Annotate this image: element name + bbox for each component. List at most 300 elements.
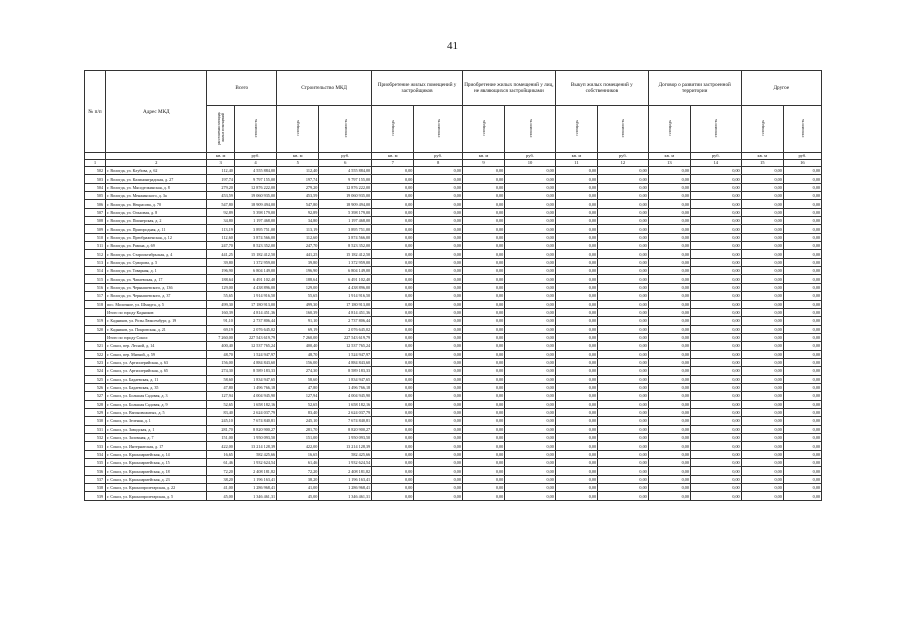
row-number: 509 (85, 225, 106, 233)
row-construction-cost: 8 523 352,00 (319, 242, 372, 250)
row-zero-value: 0,00 (505, 300, 556, 308)
row-zero-value: 0,00 (555, 475, 597, 483)
row-zero-value: 0,00 (505, 367, 556, 375)
row-zero-value: 0,00 (690, 425, 741, 433)
table-row (85, 233, 822, 241)
row-zero-value: 0,00 (648, 459, 690, 467)
row-number: 537 (85, 475, 106, 483)
row-total-cost: 4 555 884,00 (234, 167, 276, 175)
col-index: 14 (690, 160, 741, 167)
table-row (85, 450, 822, 458)
table-row (85, 342, 822, 350)
table-row (85, 417, 822, 425)
row-address: г. Сокол, ул. Зеленая, д. 1 (106, 417, 207, 425)
row-address: г. Вологда, ул. Суворова, д. 5 (106, 258, 207, 266)
row-zero-value: 0,00 (690, 167, 741, 175)
row-zero-value: 0,00 (648, 425, 690, 433)
row-number: 528 (85, 400, 106, 408)
table-row (85, 425, 822, 433)
row-address: г. Сокол, ул. Краснопролетарская, д. 5 (106, 492, 207, 500)
row-zero-value: 0,00 (690, 367, 741, 375)
row-address: г. Вологда, ул. Пионерская, д. 2 (106, 217, 207, 225)
row-total-cost: 1 496 766,18 (234, 383, 276, 391)
relocation-table (84, 70, 822, 501)
row-address: г. Кадников, ул. Розы Люксембург, д. 19 (106, 317, 207, 325)
row-zero-value: 0,00 (741, 442, 783, 450)
row-zero-value: 0,00 (372, 434, 414, 442)
row-zero-value: 0,00 (414, 475, 463, 483)
row-total-area: 245,10 (207, 417, 234, 425)
row-zero-value: 0,00 (462, 283, 504, 291)
row-total-cost: 1 346 461,31 (234, 492, 276, 500)
row-zero-value: 0,00 (741, 333, 783, 341)
row-total-area: 160,39 (207, 308, 234, 316)
row-zero-value: 0,00 (555, 292, 597, 300)
row-construction-area: 547,80 (277, 200, 319, 208)
row-zero-value: 0,00 (555, 267, 597, 275)
row-total-area: 72,20 (207, 467, 234, 475)
unit-empty-no (85, 153, 106, 160)
row-zero-value: 0,00 (414, 392, 463, 400)
row-zero-value: 0,00 (372, 317, 414, 325)
row-zero-value: 0,00 (741, 417, 783, 425)
row-construction-area: 127,94 (277, 392, 319, 400)
row-number: 504 (85, 183, 106, 191)
row-zero-value: 0,00 (741, 383, 783, 391)
row-total-cost: 227 543 619,79 (234, 333, 276, 341)
header-group-developers: Приобретение жилых помещений у застройщиков (372, 71, 463, 106)
row-zero-value: 0,00 (783, 475, 821, 483)
row-construction-area: 281,70 (277, 425, 319, 433)
row-zero-value: 0,00 (598, 492, 649, 500)
table-row (85, 484, 822, 492)
row-zero-value: 0,00 (690, 375, 741, 383)
row-zero-value: 0,00 (648, 375, 690, 383)
row-zero-value: 0,00 (741, 450, 783, 458)
row-zero-value: 0,00 (648, 233, 690, 241)
row-zero-value: 0,00 (741, 358, 783, 366)
row-zero-value: 0,00 (741, 467, 783, 475)
row-zero-value: 0,00 (690, 275, 741, 283)
row-zero-value: 0,00 (690, 408, 741, 416)
row-zero-value: 0,00 (783, 367, 821, 375)
row-number: 532 (85, 434, 106, 442)
row-zero-value: 0,00 (505, 258, 556, 266)
row-zero-value: 0,00 (555, 333, 597, 341)
row-construction-area: 151,00 (277, 434, 319, 442)
row-zero-value: 0,00 (741, 267, 783, 275)
row-zero-value: 0,00 (598, 459, 649, 467)
row-zero-value: 0,00 (741, 292, 783, 300)
row-construction-area: 58,60 (277, 375, 319, 383)
row-zero-value: 0,00 (414, 183, 463, 191)
row-zero-value: 0,00 (505, 408, 556, 416)
row-zero-value: 0,00 (598, 342, 649, 350)
row-total-cost: 17 180 913,00 (234, 300, 276, 308)
row-zero-value: 0,00 (648, 392, 690, 400)
row-total-cost: 8 523 352,00 (234, 242, 276, 250)
row-zero-value: 0,00 (648, 242, 690, 250)
row-zero-value: 0,00 (741, 392, 783, 400)
row-number: 520 (85, 325, 106, 333)
row-zero-value: 0,00 (783, 183, 821, 191)
header-area-2: площадь (372, 106, 414, 153)
row-total-area: 45,00 (207, 492, 234, 500)
row-zero-value: 0,00 (648, 333, 690, 341)
row-construction-area: 197,74 (277, 175, 319, 183)
row-number (85, 308, 106, 316)
row-zero-value: 0,00 (505, 484, 556, 492)
row-zero-value: 0,00 (690, 308, 741, 316)
table-row (85, 467, 822, 475)
row-zero-value: 0,00 (555, 375, 597, 383)
row-zero-value: 0,00 (783, 308, 821, 316)
row-zero-value: 0,00 (372, 367, 414, 375)
row-construction-area: 453,59 (277, 192, 319, 200)
row-zero-value: 0,00 (372, 492, 414, 500)
row-number: 506 (85, 200, 106, 208)
row-construction-area: 156,00 (277, 358, 319, 366)
row-construction-area: 41,00 (277, 484, 319, 492)
row-zero-value: 0,00 (505, 383, 556, 391)
row-zero-value: 0,00 (741, 175, 783, 183)
table-row (85, 400, 822, 408)
row-address: г. Вологда, ул. Ольховая, д. 8 (106, 208, 207, 216)
row-zero-value: 0,00 (414, 250, 463, 258)
row-zero-value: 0,00 (741, 400, 783, 408)
row-total-area: 69,19 (207, 325, 234, 333)
row-zero-value: 0,00 (690, 317, 741, 325)
row-zero-value: 0,00 (598, 367, 649, 375)
row-zero-value: 0,00 (555, 350, 597, 358)
row-zero-value: 0,00 (648, 358, 690, 366)
row-total-cost: 15 182 412,50 (234, 250, 276, 258)
row-zero-value: 0,00 (462, 175, 504, 183)
row-zero-value: 0,00 (462, 333, 504, 341)
row-construction-cost: 2 076 645,02 (319, 325, 372, 333)
table-body (85, 167, 822, 501)
row-zero-value: 0,00 (690, 484, 741, 492)
row-zero-value: 0,00 (598, 200, 649, 208)
row-zero-value: 0,00 (598, 225, 649, 233)
row-zero-value: 0,00 (741, 283, 783, 291)
table-row (85, 200, 822, 208)
row-zero-value: 0,00 (414, 434, 463, 442)
row-construction-cost: 1 196 163,41 (319, 475, 372, 483)
table-row (85, 375, 822, 383)
row-address: г. Сокол, ул. Красноармейская, д. 18 (106, 467, 207, 475)
unit-cell: руб. (783, 153, 821, 160)
row-construction-cost: 1 346 461,31 (319, 492, 372, 500)
row-zero-value: 0,00 (598, 417, 649, 425)
row-zero-value: 0,00 (414, 283, 463, 291)
row-total-cost: 13 214 128,39 (234, 442, 276, 450)
row-zero-value: 0,00 (372, 392, 414, 400)
row-construction-area: 48,70 (277, 350, 319, 358)
row-zero-value: 0,00 (598, 242, 649, 250)
row-total-cost: 1 196 163,41 (234, 475, 276, 483)
row-number: 525 (85, 375, 106, 383)
unit-cell: кв. м (648, 153, 690, 160)
row-address: г. Сокол, ул. Красноармейская, д. 14 (106, 450, 207, 458)
row-zero-value: 0,00 (690, 342, 741, 350)
table-row (85, 300, 822, 308)
row-zero-value: 0,00 (648, 175, 690, 183)
unit-cell: руб. (690, 153, 741, 160)
row-zero-value: 0,00 (505, 317, 556, 325)
row-zero-value: 0,00 (414, 400, 463, 408)
header-area-5: площадь (648, 106, 690, 153)
row-construction-area: 113,19 (277, 225, 319, 233)
row-construction-area: 52,65 (277, 400, 319, 408)
row-zero-value: 0,00 (555, 308, 597, 316)
row-zero-value: 0,00 (462, 208, 504, 216)
row-address: г. Сокол, ул. Заводская, д. 1 (106, 425, 207, 433)
row-zero-value: 0,00 (783, 250, 821, 258)
row-construction-area: 92,89 (277, 208, 319, 216)
row-zero-value: 0,00 (598, 408, 649, 416)
row-zero-value: 0,00 (555, 325, 597, 333)
row-zero-value: 0,00 (783, 317, 821, 325)
row-zero-value: 0,00 (555, 208, 597, 216)
row-zero-value: 0,00 (555, 275, 597, 283)
row-construction-cost: 5 398 179,00 (319, 208, 372, 216)
row-zero-value: 0,00 (555, 392, 597, 400)
row-zero-value: 0,00 (690, 208, 741, 216)
row-zero-value: 0,00 (783, 459, 821, 467)
row-zero-value: 0,00 (414, 325, 463, 333)
row-zero-value: 0,00 (690, 492, 741, 500)
header-cost-4: стоимость (598, 106, 649, 153)
row-zero-value: 0,00 (741, 434, 783, 442)
row-construction-cost: 1 197 468,00 (319, 217, 372, 225)
row-zero-value: 0,00 (372, 425, 414, 433)
row-construction-cost: 13 214 128,39 (319, 442, 372, 450)
row-zero-value: 0,00 (598, 308, 649, 316)
row-number: 533 (85, 442, 106, 450)
row-zero-value: 0,00 (648, 400, 690, 408)
table-row (85, 358, 822, 366)
row-zero-value: 0,00 (690, 333, 741, 341)
row-zero-value: 0,00 (462, 492, 504, 500)
row-zero-value: 0,00 (555, 484, 597, 492)
row-zero-value: 0,00 (783, 358, 821, 366)
row-construction-cost: 9 797 155,00 (319, 175, 372, 183)
row-zero-value: 0,00 (414, 467, 463, 475)
row-zero-value: 0,00 (690, 283, 741, 291)
row-zero-value: 0,00 (783, 442, 821, 450)
row-zero-value: 0,00 (783, 217, 821, 225)
header-groups-row (85, 71, 822, 106)
row-zero-value: 0,00 (690, 400, 741, 408)
row-construction-cost: 2 624 037,79 (319, 408, 372, 416)
row-zero-value: 0,00 (598, 183, 649, 191)
row-zero-value: 0,00 (741, 275, 783, 283)
row-total-cost: 582 425,66 (234, 450, 276, 458)
row-zero-value: 0,00 (690, 475, 741, 483)
row-construction-cost: 1 658 182,16 (319, 400, 372, 408)
row-address: г. Вологда, ул. Калининградская, д. 27 (106, 175, 207, 183)
col-index: 13 (648, 160, 690, 167)
row-total-cost: 12 876 222,00 (234, 183, 276, 191)
row-zero-value: 0,00 (414, 267, 463, 275)
table-row (85, 225, 822, 233)
row-zero-value: 0,00 (505, 350, 556, 358)
row-zero-value: 0,00 (462, 375, 504, 383)
row-zero-value: 0,00 (372, 450, 414, 458)
row-zero-value: 0,00 (690, 192, 741, 200)
row-construction-cost: 1 914 916,50 (319, 292, 372, 300)
table-row (85, 350, 822, 358)
row-zero-value: 0,00 (690, 200, 741, 208)
header-cost-1: стоимость (319, 106, 372, 153)
row-number: 510 (85, 233, 106, 241)
row-zero-value: 0,00 (414, 417, 463, 425)
row-construction-cost: 1 834 947,65 (319, 375, 372, 383)
row-zero-value: 0,00 (505, 175, 556, 183)
row-zero-value: 0,00 (690, 350, 741, 358)
row-zero-value: 0,00 (414, 358, 463, 366)
row-construction-area: 38,20 (277, 475, 319, 483)
row-zero-value: 0,00 (648, 267, 690, 275)
subtotal-row (85, 333, 822, 341)
row-zero-value: 0,00 (372, 250, 414, 258)
row-construction-cost: 3 874 566,00 (319, 233, 372, 241)
row-zero-value: 0,00 (555, 450, 597, 458)
row-zero-value: 0,00 (741, 250, 783, 258)
row-zero-value: 0,00 (555, 233, 597, 241)
row-zero-value: 0,00 (372, 408, 414, 416)
row-zero-value: 0,00 (462, 450, 504, 458)
row-zero-value: 0,00 (555, 358, 597, 366)
row-zero-value: 0,00 (462, 300, 504, 308)
row-zero-value: 0,00 (648, 367, 690, 375)
row-zero-value: 0,00 (505, 208, 556, 216)
row-zero-value: 0,00 (462, 267, 504, 275)
row-construction-area: 400,40 (277, 342, 319, 350)
row-zero-value: 0,00 (741, 484, 783, 492)
row-zero-value: 0,00 (783, 392, 821, 400)
row-construction-cost: 2 408 181,82 (319, 467, 372, 475)
row-address: г. Вологда, ул. Пригородная, д. 11 (106, 225, 207, 233)
row-zero-value: 0,00 (505, 342, 556, 350)
header-group-construction: Строительство МКД (277, 71, 372, 106)
row-total-area: 156,00 (207, 358, 234, 366)
row-address: г. Сокол, ул. Красноармейская, д. 15 (106, 459, 207, 467)
row-address: г. Вологда, ул. Товарная, д. 1 (106, 267, 207, 275)
row-total-area: 48,70 (207, 350, 234, 358)
row-total-area: 113,19 (207, 225, 234, 233)
row-zero-value: 0,00 (372, 183, 414, 191)
row-construction-cost: 6 804 149,00 (319, 267, 372, 275)
row-zero-value: 0,00 (598, 425, 649, 433)
row-zero-value: 0,00 (690, 258, 741, 266)
row-zero-value: 0,00 (648, 208, 690, 216)
row-number: 538 (85, 484, 106, 492)
row-construction-area: 69,19 (277, 325, 319, 333)
row-total-cost: 3 895 751,00 (234, 225, 276, 233)
row-construction-area: 16,65 (277, 450, 319, 458)
row-total-area: 34,80 (207, 217, 234, 225)
row-zero-value: 0,00 (505, 467, 556, 475)
table-row (85, 258, 822, 266)
row-zero-value: 0,00 (505, 492, 556, 500)
row-zero-value: 0,00 (505, 400, 556, 408)
row-zero-value: 0,00 (783, 258, 821, 266)
row-address: Итого по городу Сокол: (106, 333, 207, 341)
row-zero-value: 0,00 (505, 167, 556, 175)
row-total-cost: 12 537 765,24 (234, 342, 276, 350)
row-number: 503 (85, 175, 106, 183)
row-total-cost: 2 624 037,79 (234, 408, 276, 416)
row-number: 524 (85, 367, 106, 375)
row-total-area: 7 260,00 (207, 333, 234, 341)
row-zero-value: 0,00 (414, 225, 463, 233)
row-zero-value: 0,00 (648, 492, 690, 500)
row-construction-area: 196,90 (277, 267, 319, 275)
row-zero-value: 0,00 (598, 250, 649, 258)
row-address: г. Сокол, ул. Краснопролетарская, д. 22 (106, 484, 207, 492)
row-address: г. Сокол, ул. Артиллерийская, д. 63 (106, 358, 207, 366)
row-number: 512 (85, 250, 106, 258)
row-zero-value: 0,00 (648, 225, 690, 233)
row-zero-value: 0,00 (414, 350, 463, 358)
row-total-cost: 7 674 840,81 (234, 417, 276, 425)
row-zero-value: 0,00 (462, 183, 504, 191)
row-zero-value: 0,00 (372, 459, 414, 467)
row-zero-value: 0,00 (414, 459, 463, 467)
header-area-1: площадь (277, 106, 319, 153)
row-address: г. Сокол, пер. Лесной, д. 14 (106, 342, 207, 350)
row-zero-value: 0,00 (648, 408, 690, 416)
row-zero-value: 0,00 (741, 425, 783, 433)
row-zero-value: 0,00 (555, 400, 597, 408)
row-zero-value: 0,00 (690, 292, 741, 300)
row-zero-value: 0,00 (783, 242, 821, 250)
row-zero-value: 0,00 (648, 192, 690, 200)
row-zero-value: 0,00 (783, 175, 821, 183)
row-zero-value: 0,00 (690, 325, 741, 333)
row-zero-value: 0,00 (505, 475, 556, 483)
row-zero-value: 0,00 (414, 333, 463, 341)
row-zero-value: 0,00 (598, 375, 649, 383)
row-zero-value: 0,00 (783, 383, 821, 391)
row-zero-value: 0,00 (690, 392, 741, 400)
row-zero-value: 0,00 (783, 408, 821, 416)
row-zero-value: 0,00 (505, 392, 556, 400)
row-zero-value: 0,00 (372, 484, 414, 492)
row-zero-value: 0,00 (648, 484, 690, 492)
row-total-area: 58,60 (207, 375, 234, 383)
row-zero-value: 0,00 (783, 417, 821, 425)
row-zero-value: 0,00 (783, 492, 821, 500)
row-zero-value: 0,00 (414, 492, 463, 500)
row-construction-cost: 227 543 619,79 (319, 333, 372, 341)
col-index: 16 (783, 160, 821, 167)
row-total-area: 279,20 (207, 183, 234, 191)
table-row (85, 408, 822, 416)
row-zero-value: 0,00 (690, 225, 741, 233)
row-zero-value: 0,00 (414, 450, 463, 458)
table-row (85, 442, 822, 450)
row-address: г. Сокол, ул. Большая Садовая, д. 9 (106, 400, 207, 408)
row-total-cost: 1 950 093,50 (234, 434, 276, 442)
row-construction-cost: 582 425,66 (319, 450, 372, 458)
header-total-area: расселяемая площадь жилых помещений (207, 106, 234, 153)
row-construction-area: 55,65 (277, 292, 319, 300)
row-zero-value: 0,00 (783, 400, 821, 408)
row-address: г. Сокол, ул. Большая Садовая, д. 3 (106, 392, 207, 400)
